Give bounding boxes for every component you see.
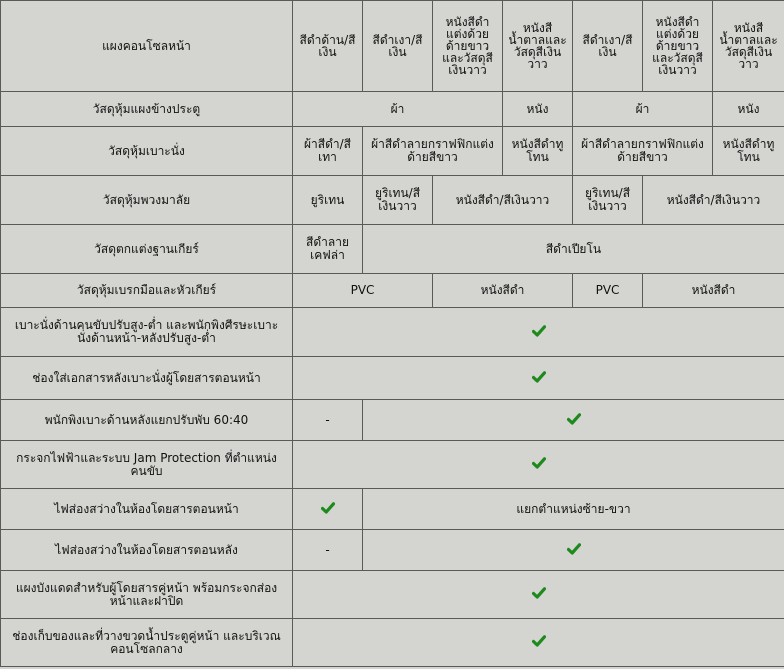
- table-cell: หนังสีดำทูโทน: [713, 127, 784, 176]
- check-icon: [567, 543, 581, 555]
- header-column-7: หนังสีน้ำตาลและวัสดุสีเงินวาว: [713, 1, 784, 92]
- table-cell: ผ้าสีดำลายกราฟฟิกแต่งด้ายสีขาว: [363, 127, 503, 176]
- table-row: [1, 441, 784, 489]
- row-label: ช่องใส่เอกสารหลังเบาะนั่งผู้โดยสารตอนหน้า: [1, 357, 293, 400]
- table-row: [1, 489, 784, 530]
- table-cell: [293, 357, 784, 400]
- table-cell: PVC: [573, 274, 643, 308]
- table-cell: หนังสีดำ/สีเงินวาว: [643, 176, 784, 225]
- header-column-2: สีดำเงา/สีเงิน: [363, 1, 433, 92]
- row-label: วัสดุหุ้มแผงข้างประตู: [1, 92, 293, 127]
- table-cell: หนังสีดำ/สีเงินวาว: [433, 176, 573, 225]
- table-cell: ยูริเทน/สีเงินวาว: [573, 176, 643, 225]
- row-label: ช่องเก็บของและที่วางขวดน้ำประตูคู่หน้า และบริเวณคอนโซลกลาง: [1, 619, 293, 667]
- header-column-1: สีดำด้าน/สีเงิน: [293, 1, 363, 92]
- row-label: วัสดุหุ้มเบรกมือและหัวเกียร์: [1, 274, 293, 308]
- row-label: กระจกไฟฟ้าและระบบ Jam Protection ที่ตำแหน่งคนขับ: [1, 441, 293, 489]
- table-cell: สีดำเปียโน: [363, 225, 784, 274]
- table-cell: [293, 441, 784, 489]
- table-cell: ผ้า: [573, 92, 713, 127]
- header-column-6: หนังสีดำแต่งด้วยด้ายขาวและวัสดุสีเงินวาว: [643, 1, 713, 92]
- table-row: [1, 92, 784, 127]
- check-icon: [532, 587, 546, 599]
- table-cell: ผ้าสีดำ/สีเทา: [293, 127, 363, 176]
- check-icon: [532, 457, 546, 469]
- table-cell: ยูริเทน/สีเงินวาว: [363, 176, 433, 225]
- table-cell: [363, 530, 784, 571]
- table-cell: หนัง: [503, 92, 573, 127]
- row-label: พนักพิงเบาะด้านหลังแยกปรับพับ 60:40: [1, 400, 293, 441]
- table-cell: ยูริเทน: [293, 176, 363, 225]
- table-cell: -: [293, 400, 363, 441]
- table-cell: หนังสีดำทูโทน: [503, 127, 573, 176]
- table-row: [1, 308, 784, 357]
- table-cell: [293, 571, 784, 619]
- table-row: [1, 400, 784, 441]
- check-icon: [567, 413, 581, 425]
- table-cell: [293, 489, 363, 530]
- table-row: [1, 619, 784, 667]
- row-label: แผงบังแดดสำหรับผู้โดยสารคู่หน้า พร้อมกระจกส่องหน้าและฝาปิด: [1, 571, 293, 619]
- table-row: [1, 571, 784, 619]
- header-label: แผงคอนโซลหน้า: [1, 1, 293, 92]
- table-cell: [363, 400, 784, 441]
- check-icon: [532, 635, 546, 647]
- table-cell: -: [293, 530, 363, 571]
- table-cell: หนังสีดำ: [433, 274, 573, 308]
- table-cell: ผ้า: [293, 92, 503, 127]
- row-label: วัสดุหุ้มเบาะนั่ง: [1, 127, 293, 176]
- table-cell: PVC: [293, 274, 433, 308]
- header-column-5: สีดำเงา/สีเงิน: [573, 1, 643, 92]
- table-row: [1, 357, 784, 400]
- table-cell: หนัง: [713, 92, 784, 127]
- row-label: วัสดุตกแต่งฐานเกียร์: [1, 225, 293, 274]
- table-row: [1, 176, 784, 225]
- table-cell: แยกตำแหน่งซ้าย-ขวา: [363, 489, 784, 530]
- table-cell: สีดำลายเคฟล่า: [293, 225, 363, 274]
- row-label: วัสดุหุ้มพวงมาลัย: [1, 176, 293, 225]
- table-row: [1, 530, 784, 571]
- row-label: ไฟส่องสว่างในห้องโดยสารตอนหลัง: [1, 530, 293, 571]
- row-label: ไฟส่องสว่างในห้องโดยสารตอนหน้า: [1, 489, 293, 530]
- header-column-3: หนังสีดำแต่งด้วยด้ายขาวและวัสดุสีเงินวาว: [433, 1, 503, 92]
- header-row: [1, 1, 784, 92]
- table-row: [1, 274, 784, 308]
- check-icon: [532, 371, 546, 383]
- table-row: [1, 127, 784, 176]
- check-icon: [321, 502, 335, 514]
- table-cell: [293, 308, 784, 357]
- table-cell: ผ้าสีดำลายกราฟฟิกแต่งด้ายสีขาว: [573, 127, 713, 176]
- header-column-4: หนังสีน้ำตาลและวัสดุสีเงินวาว: [503, 1, 573, 92]
- check-icon: [532, 325, 546, 337]
- row-label: เบาะนั่งด้านคนขับปรับสูง-ต่ำ และพนักพิงศีรษะเบาะนั่งด้านหน้า-หลังปรับสูง-ต่ำ: [1, 308, 293, 357]
- table-cell: [293, 619, 784, 667]
- table-row: [1, 225, 784, 274]
- table-cell: หนังสีดำ: [643, 274, 784, 308]
